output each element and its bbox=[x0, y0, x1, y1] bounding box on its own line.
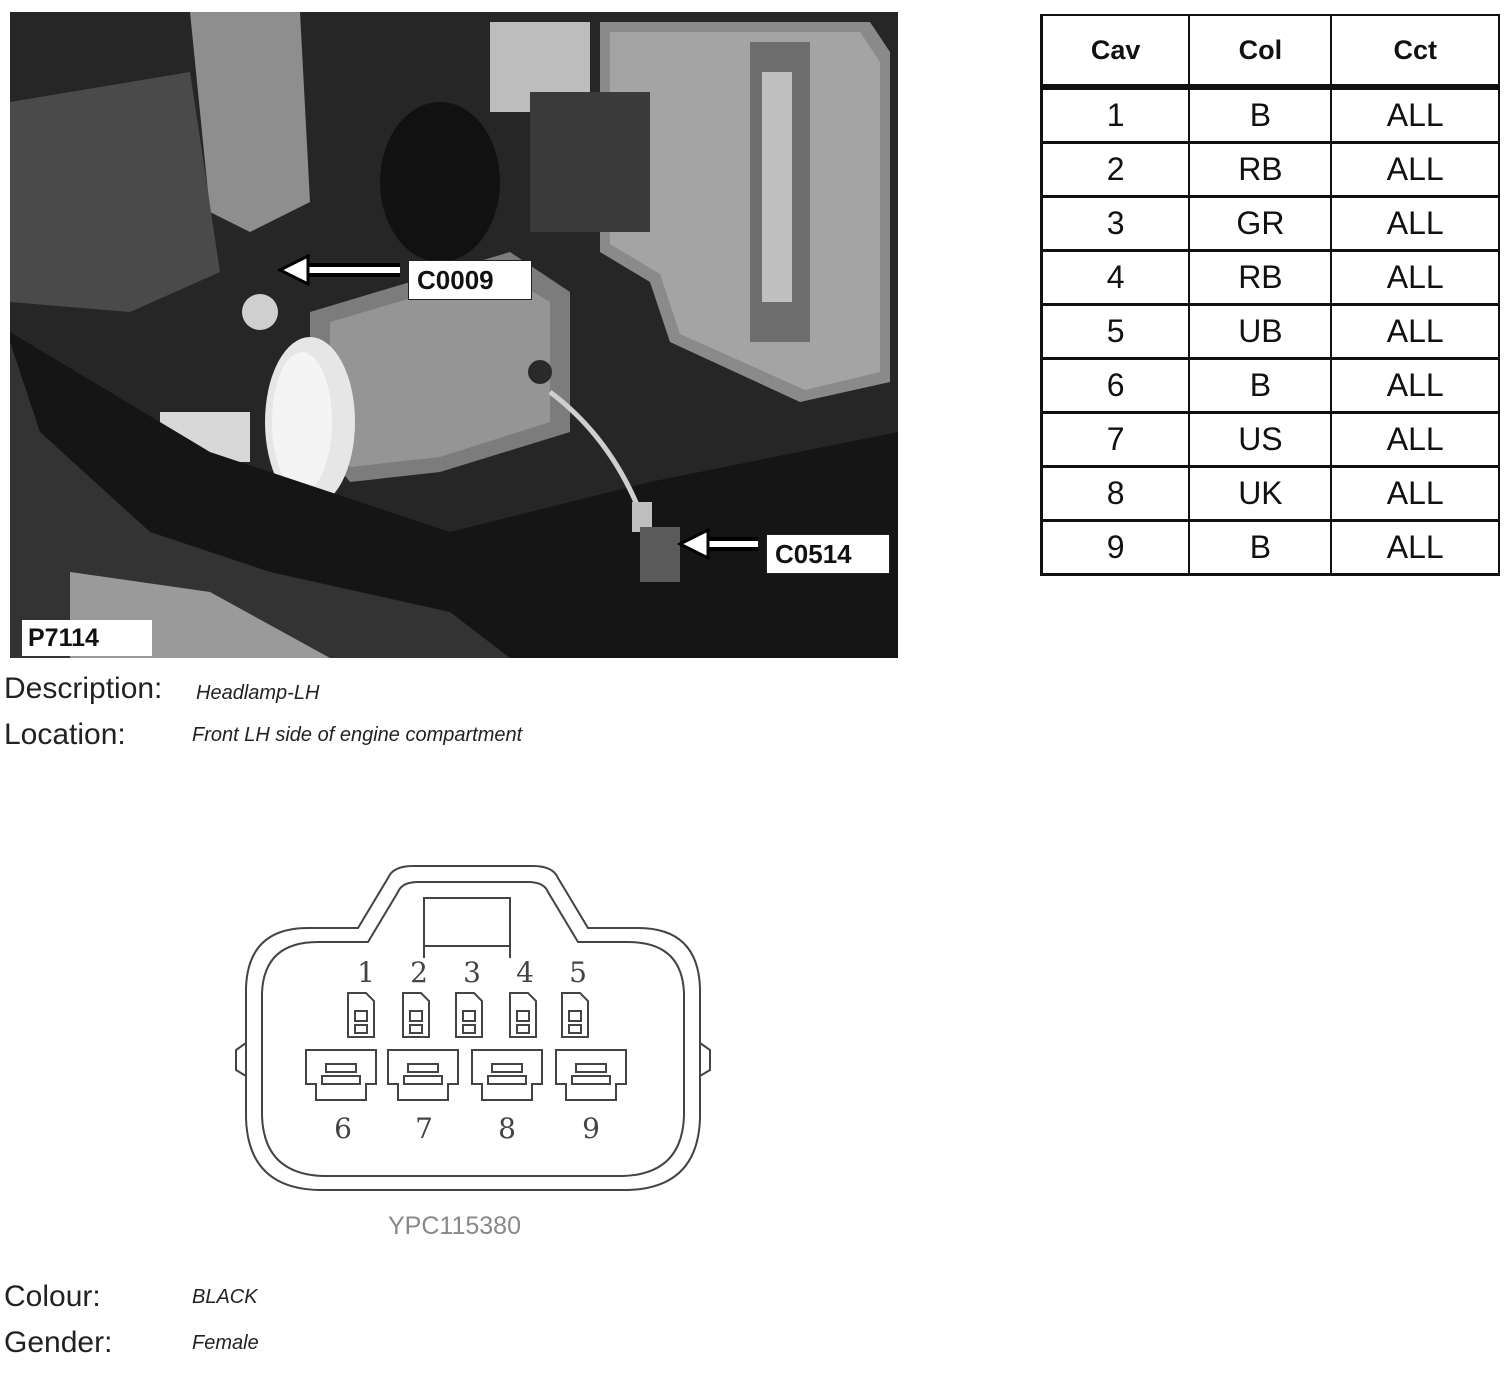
cell-cav: 3 bbox=[1042, 197, 1190, 251]
cell-cav: 9 bbox=[1042, 521, 1190, 575]
table-row bbox=[1042, 467, 1500, 521]
cell-col: GR bbox=[1189, 197, 1331, 251]
cell-cct: ALL bbox=[1331, 143, 1499, 197]
cell-col: B bbox=[1189, 521, 1331, 575]
top-cavities bbox=[348, 993, 588, 1037]
gender-label: Gender: bbox=[4, 1326, 113, 1359]
cell-col: B bbox=[1189, 359, 1331, 413]
table-row bbox=[1042, 305, 1500, 359]
table-row bbox=[1042, 87, 1500, 143]
pin-number: 2 bbox=[410, 956, 428, 989]
cell-cav: 7 bbox=[1042, 413, 1190, 467]
cell-cct: ALL bbox=[1331, 197, 1499, 251]
cell-cct: ALL bbox=[1331, 413, 1499, 467]
cell-col: US bbox=[1189, 413, 1331, 467]
cell-cct: ALL bbox=[1331, 521, 1499, 575]
cell-cct: ALL bbox=[1331, 251, 1499, 305]
cell-col: UB bbox=[1189, 305, 1331, 359]
table-row bbox=[1042, 251, 1500, 305]
table-header-row bbox=[1042, 15, 1500, 87]
photo-id-label: P7114 bbox=[22, 620, 152, 656]
pin-number: 6 bbox=[334, 1112, 352, 1145]
pin-number: 1 bbox=[357, 956, 375, 989]
pin-number: 3 bbox=[463, 956, 481, 989]
pin-assignment-table bbox=[1040, 14, 1500, 576]
gender-value: Female bbox=[192, 1332, 259, 1354]
cell-cct: ALL bbox=[1331, 305, 1499, 359]
cell-cav: 2 bbox=[1042, 143, 1190, 197]
engine-compartment-image bbox=[10, 12, 898, 658]
pin-number: 8 bbox=[498, 1112, 516, 1145]
table-row bbox=[1042, 143, 1500, 197]
cell-cav: 8 bbox=[1042, 467, 1190, 521]
cell-cct: ALL bbox=[1331, 467, 1499, 521]
cell-cct: ALL bbox=[1331, 87, 1499, 143]
colour-label: Colour: bbox=[4, 1280, 101, 1313]
pin-number: 5 bbox=[569, 956, 587, 989]
callout-label-c0009: C0009 bbox=[408, 260, 532, 300]
cell-col: RB bbox=[1189, 251, 1331, 305]
connector-location-photo bbox=[10, 12, 898, 658]
pin-number: 4 bbox=[516, 956, 534, 989]
table-row bbox=[1042, 521, 1500, 575]
cell-col: B bbox=[1189, 87, 1331, 143]
location-value: Front LH side of engine compartment bbox=[192, 724, 523, 746]
header-cav: Cav bbox=[1042, 15, 1190, 87]
callout-label-c0514: C0514 bbox=[766, 534, 890, 574]
header-col: Col bbox=[1189, 15, 1331, 87]
table-row bbox=[1042, 413, 1500, 467]
part-number-label: YPC115380 bbox=[388, 1212, 521, 1240]
cell-cav: 1 bbox=[1042, 87, 1190, 143]
cell-cav: 4 bbox=[1042, 251, 1190, 305]
header-cct: Cct bbox=[1331, 15, 1499, 87]
cell-cct: ALL bbox=[1331, 359, 1499, 413]
connector-outline bbox=[228, 858, 728, 1208]
bottom-cavities bbox=[306, 1050, 626, 1100]
cell-cav: 5 bbox=[1042, 305, 1190, 359]
connector-face-diagram bbox=[228, 858, 728, 1213]
cell-cav: 6 bbox=[1042, 359, 1190, 413]
pin-number: 7 bbox=[415, 1112, 433, 1145]
location-label: Location: bbox=[4, 718, 126, 751]
table-row bbox=[1042, 359, 1500, 413]
description-label: Description: bbox=[4, 672, 163, 705]
pin-number: 9 bbox=[582, 1112, 600, 1145]
cell-col: UK bbox=[1189, 467, 1331, 521]
description-value: Headlamp-LH bbox=[196, 682, 320, 704]
table-row bbox=[1042, 197, 1500, 251]
cell-col: RB bbox=[1189, 143, 1331, 197]
colour-value: BLACK bbox=[192, 1286, 258, 1308]
